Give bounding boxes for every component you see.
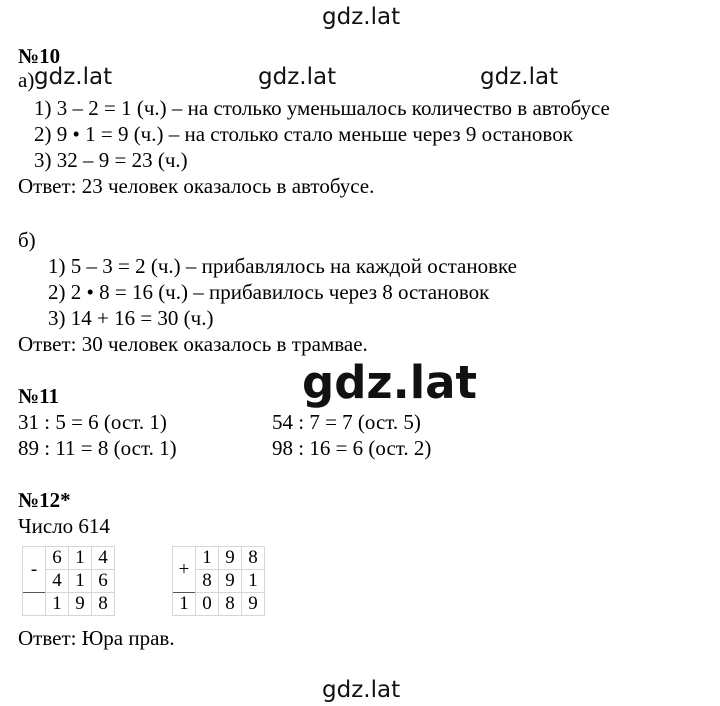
result-digit-cell: 1: [46, 593, 69, 616]
task-10-part-a-label: а): [18, 68, 35, 92]
digit-cell: 9: [219, 570, 242, 593]
task-10-part-b-label: б): [18, 228, 36, 252]
result-digit-cell: 8: [219, 593, 242, 616]
digit-cell: 8: [196, 570, 219, 593]
digit-cell: 8: [242, 547, 265, 570]
watermark-row-1: gdz.lat: [34, 64, 113, 90]
task-10-heading: №10: [18, 44, 61, 68]
watermark-bottom: gdz.lat: [322, 677, 401, 703]
digit-cell: 1: [69, 547, 92, 570]
task-11-line-3: 89 : 11 = 8 (ост. 1): [18, 436, 177, 460]
watermark-row-2: gdz.lat: [258, 64, 337, 90]
task-10-b-step-2: 2) 2 • 8 = 16 (ч.) – прибавилось через 8 остановок: [48, 280, 490, 304]
watermark-large: gdz.lat: [298, 356, 481, 409]
task-10-b-step-3: 3) 14 + 16 = 30 (ч.): [48, 306, 214, 330]
task-12-intro: Число 614: [18, 514, 110, 538]
task-10-b-answer: Ответ: 30 человек оказалось в трамвае.: [18, 332, 368, 356]
digit-cell: 1: [196, 547, 219, 570]
addition-sign: +: [173, 547, 196, 593]
task-11-heading: №11: [18, 384, 59, 408]
task-12-answer: Ответ: Юра прав.: [18, 626, 175, 650]
addition-table: [172, 546, 265, 616]
digit-cell: 1: [69, 570, 92, 593]
result-digit-cell: 9: [69, 593, 92, 616]
digit-cell: 1: [242, 570, 265, 593]
digit-cell: 6: [92, 570, 115, 593]
watermark-row-3: gdz.lat: [480, 64, 559, 90]
task-10-a-step-1: 1) 3 – 2 = 1 (ч.) – на столько уменьшалось количество в автобусе: [34, 96, 610, 120]
watermark-top: gdz.lat: [322, 4, 401, 30]
result-digit-cell: 9: [242, 593, 265, 616]
subtraction-sign: -: [23, 547, 46, 593]
task-10-a-answer: Ответ: 23 человек оказалось в автобусе.: [18, 174, 375, 198]
digit-cell: 9: [219, 547, 242, 570]
digit-cell: 4: [92, 547, 115, 570]
task-11-line-1: 31 : 5 = 6 (ост. 1): [18, 410, 167, 434]
result-digit-cell: 8: [92, 593, 115, 616]
digit-cell: 4: [46, 570, 69, 593]
task-12-heading: №12*: [18, 488, 71, 512]
empty-cell: [23, 593, 46, 616]
digit-cell: 6: [46, 547, 69, 570]
result-digit-cell: 1: [173, 593, 196, 616]
task-10-a-step-3: 3) 32 – 9 = 23 (ч.): [34, 148, 188, 172]
task-11-line-4: 98 : 16 = 6 (ост. 2): [272, 436, 432, 460]
task-11-line-2: 54 : 7 = 7 (ост. 5): [272, 410, 421, 434]
task-10-a-step-2: 2) 9 • 1 = 9 (ч.) – на столько стало меньше через 9 остановок: [34, 122, 573, 146]
task-10-b-step-1: 1) 5 – 3 = 2 (ч.) – прибавлялось на каждой остановке: [48, 254, 517, 278]
subtraction-table: [22, 546, 115, 616]
result-digit-cell: 0: [196, 593, 219, 616]
